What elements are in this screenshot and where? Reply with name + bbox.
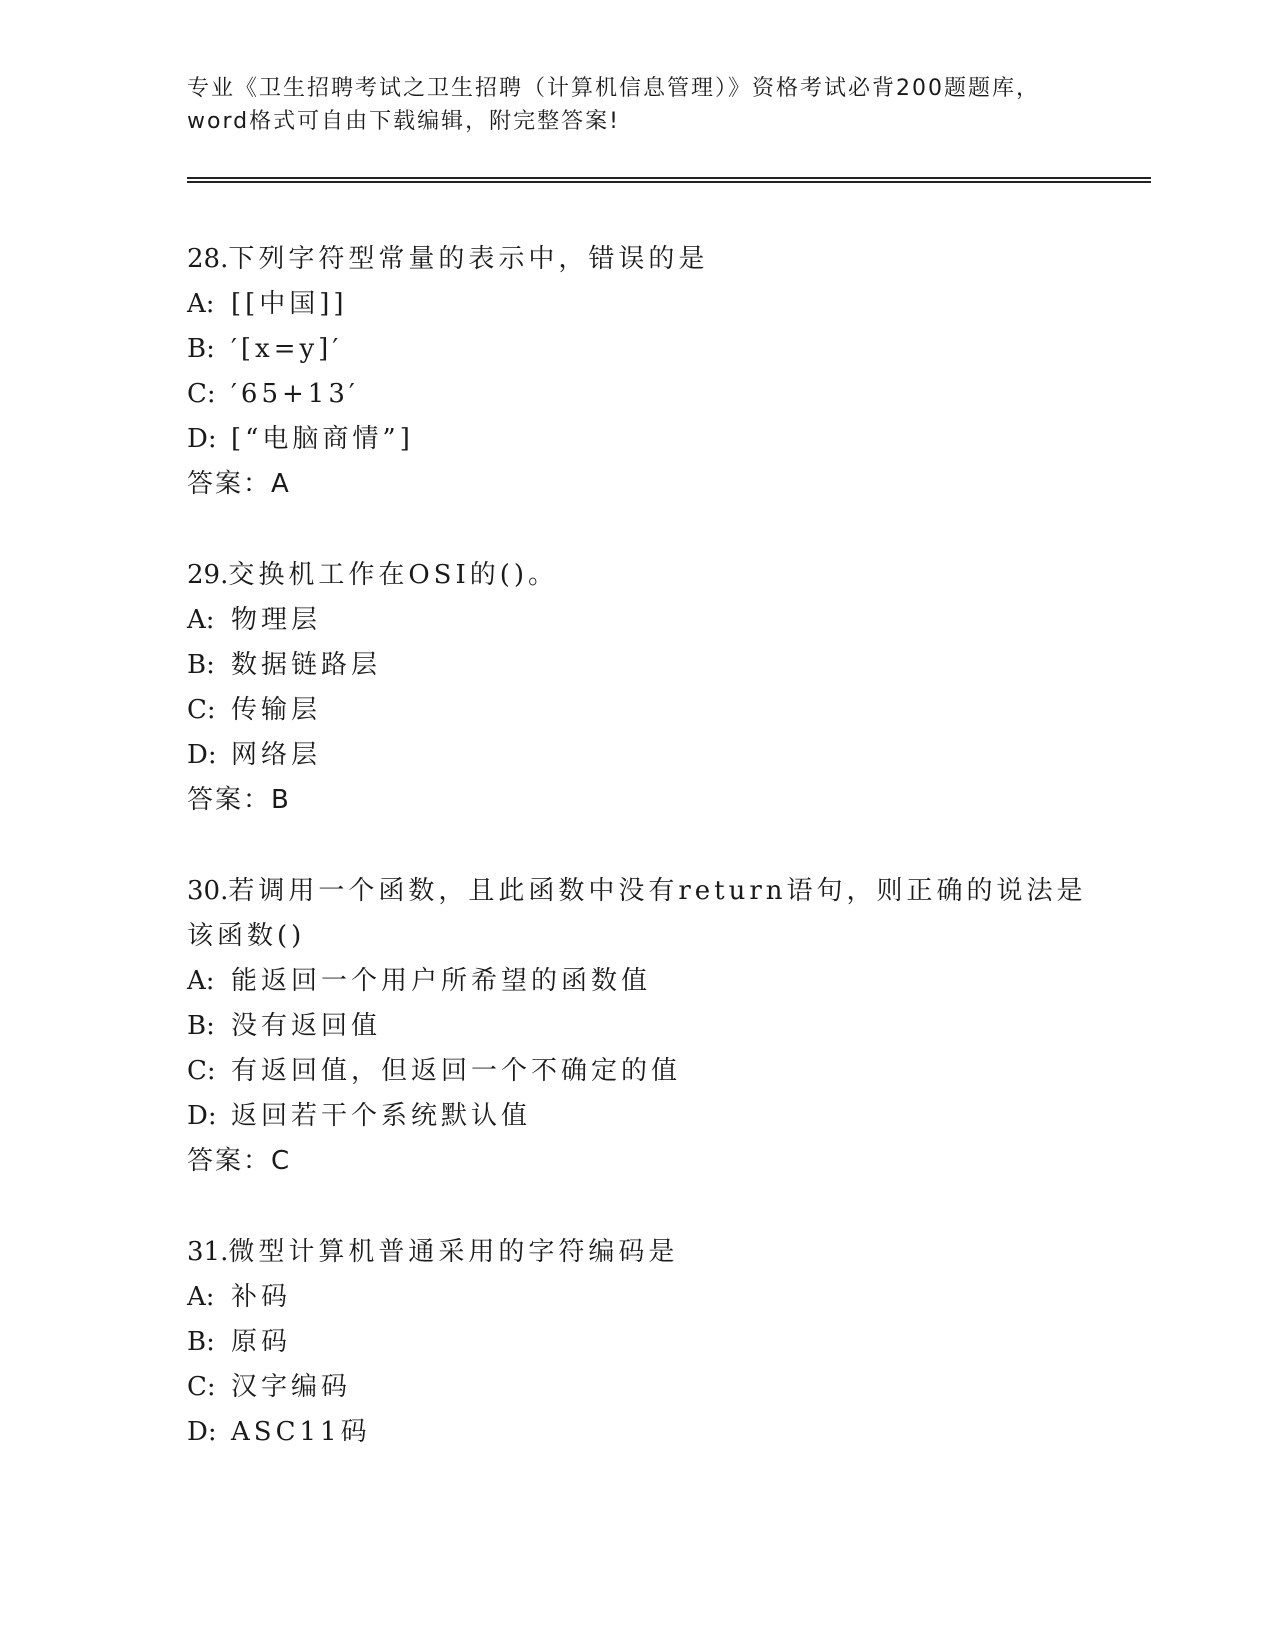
question-stem [187, 869, 1087, 914]
option-text: 传输层 [231, 695, 322, 725]
answer-option [187, 282, 1087, 327]
header-line-2: word格式可自由下载编辑，附完整答案! [187, 109, 620, 134]
option-key: C: [187, 1056, 216, 1086]
question-stem [187, 1230, 1087, 1275]
option-key: C: [187, 695, 216, 725]
answer-line [187, 1139, 1087, 1184]
option-key: C: [187, 1372, 216, 1402]
question-stem [187, 914, 1087, 959]
question-stem [187, 237, 1087, 282]
option-text: 没有返回值 [231, 1011, 382, 1041]
answer-option [187, 598, 1087, 643]
question-text: 若调用一个函数，且此函数中没有return语句，则正确的说法是 [228, 876, 1087, 906]
option-key: C: [187, 379, 216, 409]
question-stem [187, 553, 1087, 598]
answer-line [187, 462, 1087, 507]
option-key: A: [187, 605, 215, 635]
answer-option [187, 733, 1087, 778]
option-key: A: [187, 1282, 215, 1312]
header-divider-top [187, 177, 1151, 179]
question-text: 下列字符型常量的表示中，错误的是 [228, 244, 709, 274]
question-number: 29. [187, 560, 229, 590]
header-divider-bottom [187, 181, 1151, 183]
answer-value: A [271, 469, 291, 499]
option-text: ′65+13′ [231, 379, 359, 409]
answer-label: 答案： [187, 1146, 272, 1176]
document-header [187, 72, 1087, 138]
answer-option [187, 1275, 1087, 1320]
option-key: B: [187, 650, 215, 680]
answer-option [187, 1320, 1087, 1365]
question-block [187, 237, 1087, 507]
answer-option [187, 643, 1087, 688]
option-key: B: [187, 1011, 215, 1041]
option-text: ASC11码 [231, 1417, 371, 1447]
option-text: 物理层 [231, 605, 322, 635]
answer-option [187, 327, 1087, 372]
option-key: A: [187, 966, 215, 996]
option-key: B: [187, 1327, 215, 1357]
answer-value: C [271, 1146, 292, 1176]
question-number: 30. [187, 876, 229, 906]
answer-option [187, 372, 1087, 417]
answer-option [187, 1049, 1087, 1094]
question-text: 微型计算机普通采用的字符编码是 [228, 1237, 679, 1267]
question-text: 交换机工作在OSI的()。 [228, 560, 559, 590]
option-text: 原码 [231, 1327, 292, 1357]
option-text: 网络层 [231, 740, 322, 770]
header-line-1: 专业《卫生招聘考试之卫生招聘（计算机信息管理）》资格考试必背200题题库， [187, 76, 1040, 101]
option-key: A: [187, 289, 215, 319]
option-text: 返回若干个系统默认值 [231, 1101, 532, 1131]
option-text: [[中国]] [231, 289, 348, 319]
option-key: D: [187, 424, 217, 454]
answer-option [187, 417, 1087, 462]
option-text: [“电脑商情”] [231, 424, 414, 454]
answer-option [187, 959, 1087, 1004]
option-key: D: [187, 1417, 217, 1447]
option-text: 有返回值，但返回一个不确定的值 [231, 1056, 682, 1086]
question-number: 31. [187, 1237, 229, 1267]
option-text: 能返回一个用户所希望的函数值 [231, 966, 652, 996]
option-text: 补码 [231, 1282, 292, 1312]
answer-label: 答案： [187, 785, 272, 815]
answer-option [187, 1094, 1087, 1139]
question-number: 28. [187, 244, 229, 274]
question-block [187, 869, 1087, 1184]
option-text: 数据链路层 [231, 650, 382, 680]
answer-option [187, 1004, 1087, 1049]
option-key: D: [187, 740, 217, 770]
question-list [187, 237, 1087, 1455]
option-text: 汉字编码 [231, 1372, 352, 1402]
option-text: ′[x=y]′ [231, 334, 343, 364]
answer-value: B [271, 785, 291, 815]
answer-option [187, 1365, 1087, 1410]
question-text: 该函数() [187, 921, 306, 951]
answer-label: 答案： [187, 469, 272, 499]
answer-option [187, 688, 1087, 733]
question-block [187, 1230, 1087, 1455]
answer-option [187, 1410, 1087, 1455]
option-key: D: [187, 1101, 217, 1131]
answer-line [187, 778, 1087, 823]
option-key: B: [187, 334, 215, 364]
question-block [187, 553, 1087, 823]
